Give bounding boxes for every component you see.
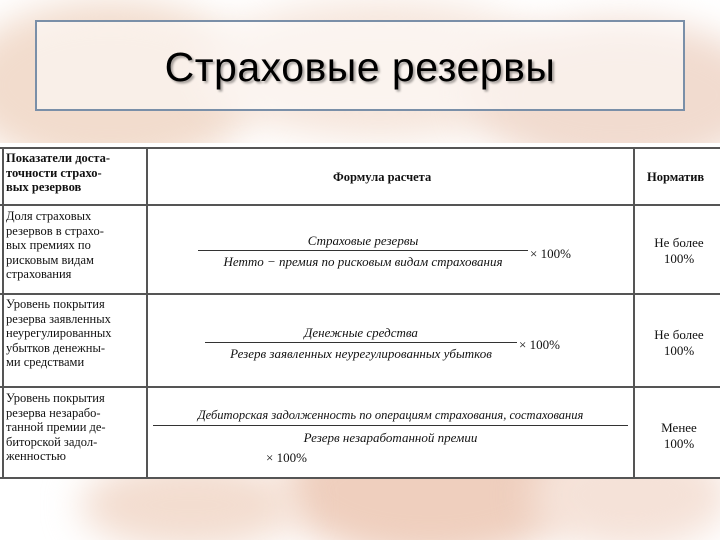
row3-denominator: Резерв незаработанной премии: [303, 430, 478, 445]
header-formula: Формула расчета: [333, 170, 432, 184]
row1-numerator: Страховые резервы: [307, 233, 419, 248]
row3-numerator: Дебиторская задолженность по операциям страхования, состахования: [197, 408, 584, 422]
row2-norm: Не более 100%: [654, 327, 704, 358]
table-rule-col1: [146, 147, 148, 479]
row2-denominator: Резерв заявленных неурегулированных убытков: [230, 346, 492, 361]
row3-norm: Менее 100%: [661, 420, 697, 451]
row2-numerator: Денежные средства: [304, 325, 418, 340]
reserves-table: [0, 143, 720, 479]
row1-formula: [198, 233, 528, 273]
row2-indicator: Уровень покрытия резерва заявленных неурегулированных убытков денежны- ми средствами: [6, 297, 112, 369]
row1-multiplier: × 100%: [530, 246, 571, 261]
row2-fraction-bar: [205, 342, 517, 343]
header-indicator: Показатели доста- точности страхо- вых резервов: [6, 151, 111, 194]
row1-denominator: Нетто − премия по рисковым видам страхования: [223, 254, 503, 269]
table-rule-left: [2, 147, 4, 479]
table-rule-row1: [0, 293, 720, 295]
header-norm: Норматив: [647, 170, 705, 184]
table-rule-top: [0, 147, 720, 149]
row2-multiplier: × 100%: [519, 337, 560, 352]
table-rule-col2: [633, 147, 635, 479]
title-box: [35, 20, 685, 111]
table-rule-header: [0, 204, 720, 206]
row1-norm: Не более 100%: [654, 235, 704, 266]
table-rule-row2: [0, 386, 720, 388]
row1-indicator: Доля страховых резервов в страхо- вых премиях по рисковым видам страхования: [6, 209, 104, 281]
slide-title: Страховые резервы: [164, 44, 556, 90]
row3-fraction-bar: [153, 425, 628, 426]
row1-fraction-bar: [198, 250, 528, 251]
table-rule-bottom: [0, 477, 720, 479]
row2-formula: [205, 325, 517, 365]
row3-multiplier: × 100%: [266, 450, 307, 465]
row3-formula: [153, 408, 628, 448]
row3-indicator: Уровень покрытия резерва незарабо- танной премии де- биторской задол- женностью: [6, 391, 106, 463]
